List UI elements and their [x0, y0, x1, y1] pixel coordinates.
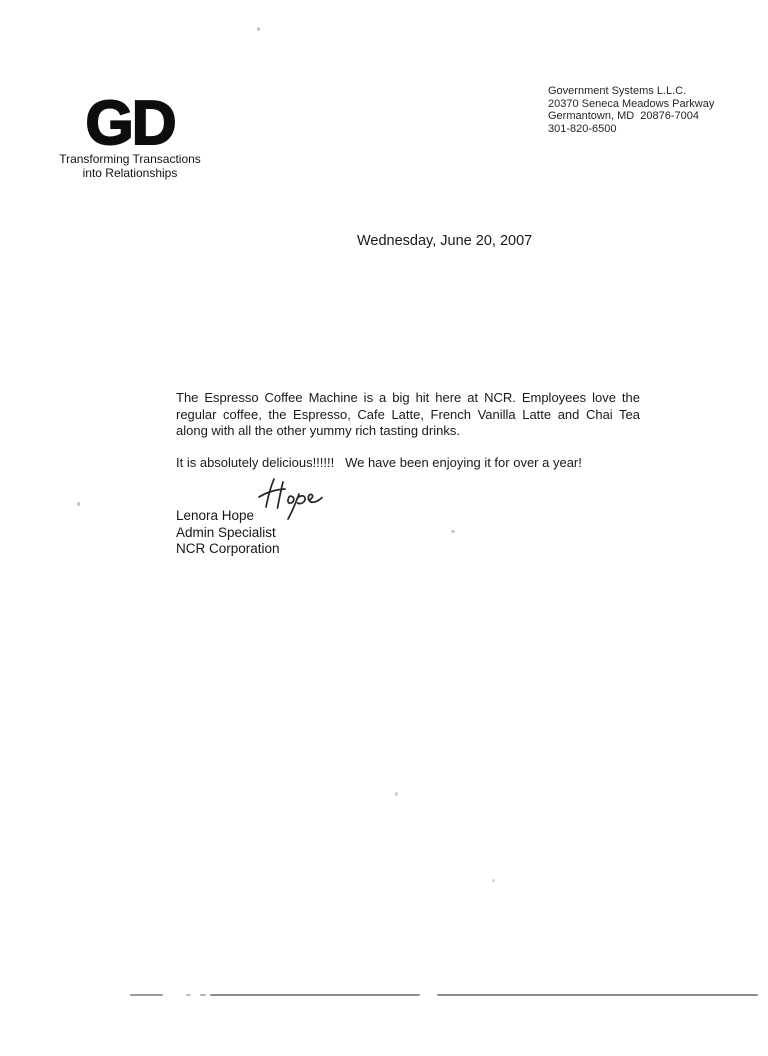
logo-tagline-line2: into Relationships [82, 166, 178, 180]
scan-speck [257, 27, 260, 31]
logo-tagline-line1: Transforming Transactions [59, 152, 201, 166]
signer-name: Lenora Hope [176, 508, 255, 523]
scan-speck [451, 530, 455, 533]
company-phone: 301-820-6500 [548, 122, 617, 135]
signer-title: Admin Specialist [176, 524, 276, 540]
company-street: 20370 Seneca Meadows Parkway [548, 97, 715, 110]
letter-date: Wednesday, June 20, 2007 [357, 233, 533, 249]
paragraph1-line1: The Espresso Coffee Machine is a big hit here at NCR. Employees love the [176, 390, 640, 405]
scan-artifact-line [437, 994, 758, 996]
scan-speck [395, 792, 398, 796]
scan-speck [492, 879, 495, 882]
logo-monogram: GD [85, 89, 175, 158]
company-address-block [548, 85, 714, 135]
signer-company: NCR Corporation [176, 541, 280, 556]
scan-artifact-line [210, 994, 420, 996]
scan-speck [77, 502, 80, 506]
letter-body [176, 390, 640, 471]
paragraph1-line3: along with all the other yummy rich tasting drinks. [176, 423, 460, 438]
paragraph1-line2: regular coffee, the Espresso, Cafe Latte, French Vanilla Latte and Chai Tea [176, 406, 640, 422]
scan-artifact-line [130, 994, 163, 996]
scan-artifact-line [186, 994, 191, 996]
signer-block [176, 508, 280, 558]
scan-artifact-line [200, 994, 206, 996]
company-logo [40, 89, 220, 180]
paragraph2: It is absolutely delicious!!!!!! We have been enjoying it for over a year! [176, 454, 582, 470]
company-city-state-zip: Germantown, MD 20876-7004 [548, 110, 700, 122]
company-name: Government Systems L.L.C. [548, 85, 687, 97]
